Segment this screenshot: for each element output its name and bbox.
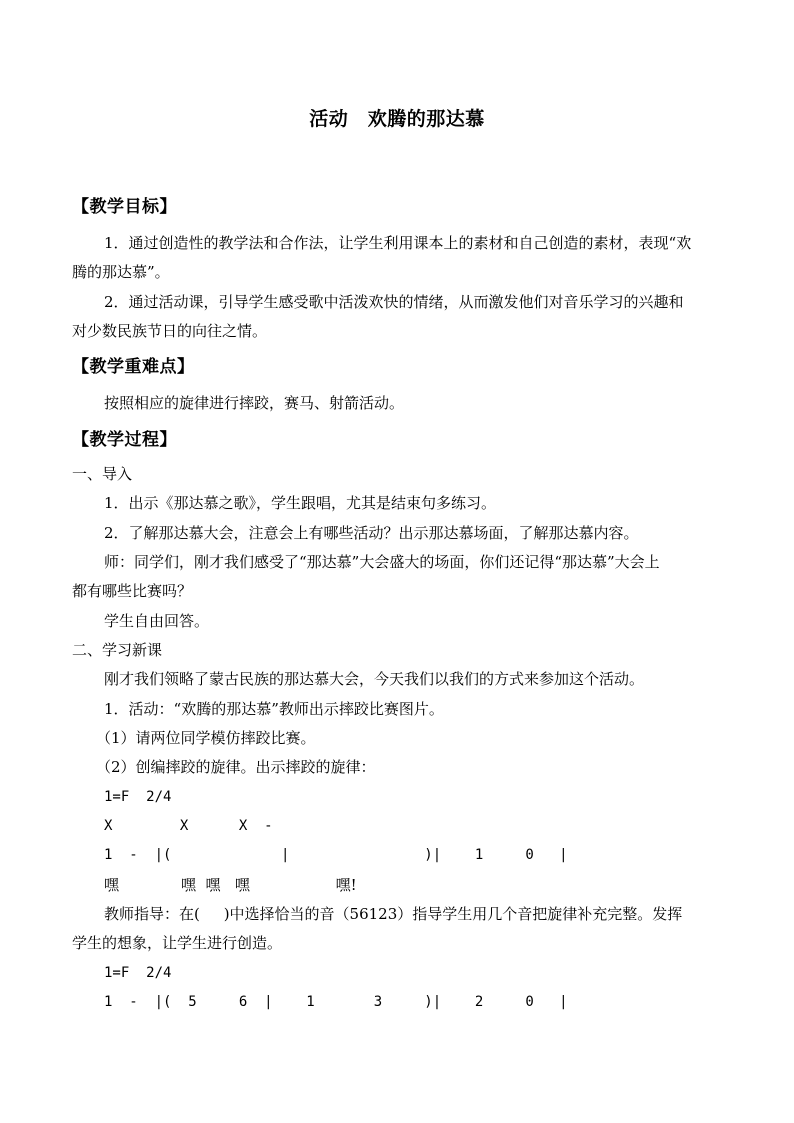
guide-line-1: 教师指导：在( )中选择恰当的音（56123）指导学生用几个音把旋律补充完整。发挥 (104, 905, 683, 923)
goal-line-2: 腾的那达慕”。 (72, 263, 170, 281)
rhythm-line-1: X X X - (104, 818, 273, 834)
activity-sub-1: （1）请两位同学模仿摔跤比赛。 (96, 729, 316, 747)
key-signature-1: 1=F 2/4 (104, 789, 172, 805)
goal-line-4: 对少数民族节日的向往之情。 (72, 322, 268, 340)
activity-1: 1．活动：“欢腾的那达慕”教师出示摔跤比赛图片。 (104, 700, 444, 718)
process-heading: 【教学过程】 (72, 430, 177, 450)
activity-sub-2: （2）创编摔跤的旋律。出示摔跤的旋律： (96, 758, 376, 776)
intro-title: 一、导入 (72, 465, 133, 483)
teacher-line-2: 都有哪些比赛吗？ (72, 582, 193, 600)
intro-item-2: 2．了解那达慕大会，注意会上有哪些活动？出示那达慕场面，了解那达慕内容。 (104, 524, 639, 542)
difficulty-text: 按照相应的旋律进行摔跤，赛马、射箭活动。 (104, 394, 405, 412)
guide-line-2: 学生的想象，让学生进行创造。 (72, 934, 283, 952)
lyric-line-1: 嘿 嘿 嘿 嘿 嘿! (104, 876, 357, 894)
key-signature-2: 1=F 2/4 (104, 965, 172, 981)
new-lesson-title: 二、学习新课 (72, 641, 163, 659)
goals-heading: 【教学目标】 (72, 197, 177, 217)
goal-line-1: 1．通过创造性的教学法和合作法，让学生利用课本上的素材和自己创造的素材，表现“欢 (104, 234, 692, 252)
intro-item-1: 1．出示《那达慕之歌》，学生跟唱，尤其是结束句多练习。 (104, 494, 497, 512)
page-title: 活动 欢腾的那达慕 (309, 108, 485, 130)
teacher-line-1: 师：同学们，刚才我们感受了“那达慕”大会盛大的场面，你们还记得“那达慕”大会上 (104, 553, 660, 571)
goal-line-3: 2．通过活动课，引导学生感受歌中活泼欢快的情绪，从而激发他们对音乐学习的兴趣和 (104, 293, 684, 311)
student-answer: 学生自由回答。 (104, 612, 210, 630)
new-lesson-intro: 刚才我们领略了蒙古民族的那达慕大会，今天我们以我们的方式来参加这个活动。 (104, 670, 645, 688)
melody-line-2: 1 - |( 5 6 | 1 3 )| 2 0 | (104, 994, 568, 1010)
melody-line-1: 1 - |( | )| 1 0 | (104, 847, 568, 863)
difficulty-heading: 【教学重难点】 (72, 357, 195, 377)
